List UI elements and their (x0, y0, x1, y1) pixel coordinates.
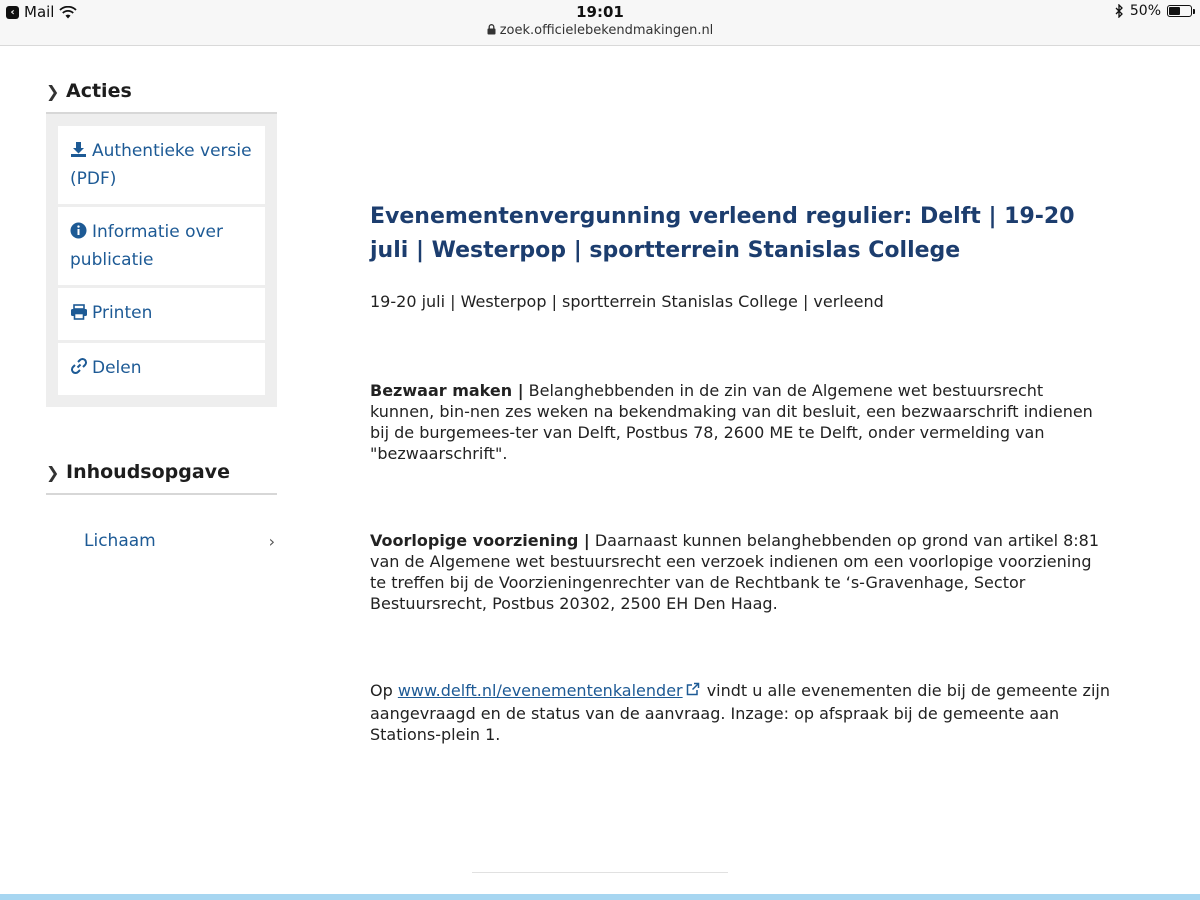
printer-icon (70, 302, 92, 328)
paragraph-evenementenkalender (370, 680, 1110, 745)
action-label: Printen (92, 303, 153, 323)
link-icon (70, 357, 92, 383)
status-bar (0, 0, 1200, 46)
evenementenkalender-link[interactable]: www.delft.nl/evenementenkalender (397, 681, 683, 700)
inhoudsopgave-title: Inhoudsopgave (66, 461, 230, 483)
lock-icon (487, 24, 496, 35)
document-subtitle: 19-20 juli | Westerpop | sportterrein Stanislas College | verleend (370, 292, 884, 311)
battery-percent: 50% (1129, 3, 1161, 19)
chevron-right-icon: › (268, 531, 275, 551)
back-app-label: Mail (24, 3, 55, 21)
back-arrow-icon: ‹ (6, 6, 19, 19)
action-informatie-publicatie[interactable] (58, 207, 265, 285)
status-right (1115, 3, 1192, 19)
toc-item-label: Lichaam (84, 531, 156, 551)
inhoudsopgave-header[interactable] (46, 451, 277, 495)
chevron-right-icon: ❯ (46, 81, 60, 101)
clock: 19:01 (576, 3, 624, 21)
action-label: Delen (92, 358, 142, 378)
acties-list (46, 114, 277, 407)
action-printen[interactable] (58, 288, 265, 340)
download-icon (70, 140, 92, 166)
op-prefix: Op (370, 681, 398, 700)
inhoudsopgave-section (46, 451, 277, 551)
bezwaar-heading: Bezwaar maken | (370, 381, 524, 400)
url-text: zoek.officielebekendmakingen.nl (499, 23, 714, 38)
paragraph-bezwaar (370, 380, 1110, 464)
footer-divider (472, 872, 728, 873)
bluetooth-icon (1115, 4, 1124, 18)
sidebar (46, 70, 277, 551)
document-title: Evenementenvergunning verleend regulier: Delft | 19-20 juli | Westerpop | sportterrein Stanislas College (370, 204, 1075, 263)
battery-icon (1167, 5, 1192, 17)
action-label: Authentieke versie (PDF) (70, 141, 252, 189)
action-label: Informatie over publicatie (70, 222, 224, 270)
toc-item-lichaam[interactable] (46, 495, 277, 551)
bottom-accent-bar (0, 894, 1200, 900)
voorlopig-text: Daarnaast kunnen belanghebbenden op grond van artikel 8:81 van de Algemene wet bestuursrecht een verzoek indienen om een voorlopige voorziening te treffen bij de Voorzieningenrechter van de Rechtbank te ‘s-Gravenhage, Sector Bestuursrecht, Postbus 20302, 2500 EH Den Haag. (370, 531, 1100, 613)
acties-title: Acties (66, 80, 132, 102)
address-bar[interactable] (0, 23, 1200, 38)
info-icon (70, 221, 92, 247)
bezwaar-text: Belanghebbenden in de zin van de Algemene wet bestuursrecht kunnen, bin-nen zes weken na bekendmaking van dit besluit, een bezwaarschrift indienen bij de burgemees-ter van Delft, Postbus 78, 2600 ME te Delft, onder vermelding van "bezwaarschrift". (370, 381, 1093, 463)
main-content (370, 200, 1110, 745)
voorlopig-heading: Voorlopige voorziening | (370, 531, 590, 550)
paragraph-voorlopige-voorziening (370, 530, 1110, 614)
action-delen[interactable] (58, 343, 265, 395)
acties-header[interactable] (46, 70, 277, 114)
chevron-right-icon: ❯ (46, 462, 60, 482)
action-authentieke-versie[interactable] (58, 126, 265, 204)
external-link-icon[interactable] (686, 682, 700, 703)
op-suffix: vindt u alle evenementen die bij de gemeente zijn aangevraagd en de status van de aanvraag. Inzage: op afspraak bij de gemeente aan Stations-plein 1. (370, 681, 1110, 744)
